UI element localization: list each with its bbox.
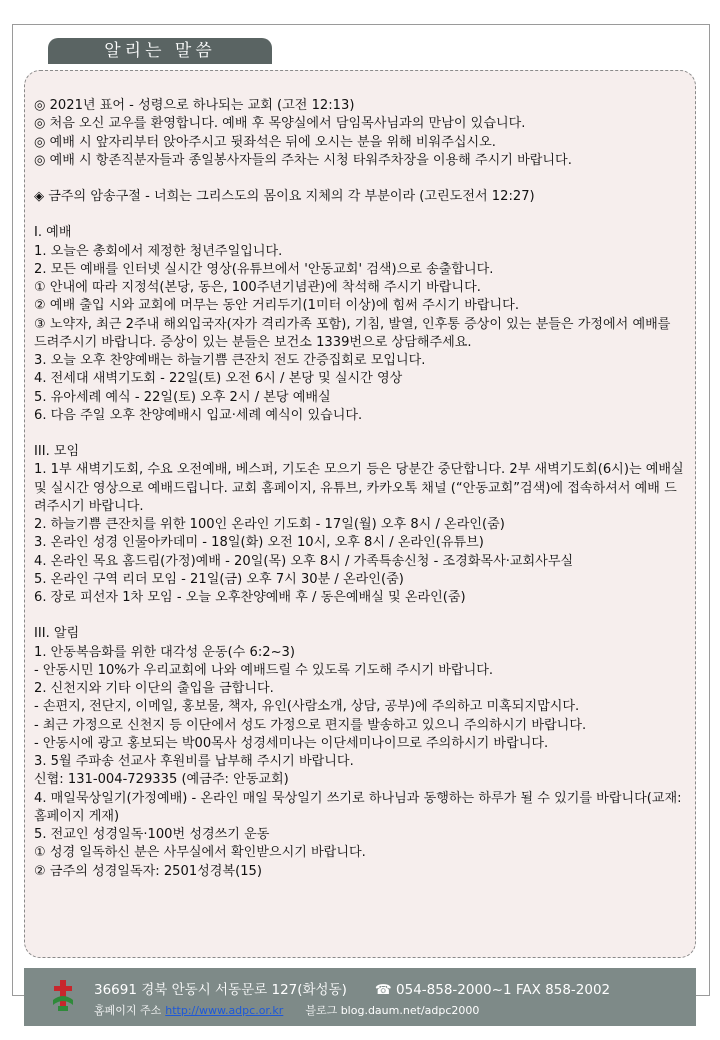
homepage-link[interactable]: http://www.adpc.or.kr — [165, 1004, 284, 1017]
footer-address: 36691 경북 안동시 서동문로 127(화성동) — [94, 982, 347, 998]
notice-item: 3. 5월 주파송 선교사 후원비를 납부해 주시기 바랍니다. — [34, 754, 354, 769]
worship-item: 6. 다음 주일 오후 찬양예배시 입교·세례 예식이 있습니다. — [34, 407, 363, 423]
notice-item: - 안동시민 10%가 우리교회에 나와 예배드릴 수 있도록 기도해 주시기 바랍니다. — [34, 662, 494, 678]
footer-contact — [94, 978, 610, 998]
notice-item: ① 성경 일독하신 분은 사무실에서 확인받으시기 바랍니다. — [34, 845, 366, 861]
homepage-label: 홈페이지 주소 — [94, 1004, 162, 1017]
notice-item: - 안동시에 광고 홍보되는 박00목사 성경세미나는 이단세미나이므로 주의하시기 바랍니다. — [34, 735, 549, 751]
church-cross-logo-icon — [52, 978, 74, 1012]
footer — [24, 968, 696, 1026]
meeting-item: 4. 온라인 목요 홈드림(가정)예배 - 20일(목) 오후 8시 / 가족특송신청 - 조경화목사·교회사무실 — [34, 553, 574, 569]
notice-item: - 손편지, 전단지, 이메일, 홍보물, 책자, 유인(사람소개, 상담, 공부)에 주의하고 미혹되지맙시다. — [34, 699, 580, 715]
intro-line: ◎ 2021년 표어 - 성령으로 하나되는 교회 (고전 12:13) — [34, 98, 355, 113]
notice-item: 2. 신천지와 기타 이단의 출입을 금합니다. — [34, 681, 274, 696]
worship-item: 1. 오늘은 총회에서 제정한 청년주일입니다. — [34, 243, 283, 259]
meeting-item: 3. 온라인 성경 인물아카데미 - 18일(화) 오전 10시, 오후 8시 / 온라인(유튜브) — [34, 535, 484, 551]
notice-item: 5. 전교인 성경일독·100번 성경쓰기 운동 — [34, 827, 270, 842]
worship-item: ② 예배 출입 시와 교회에 머무는 동안 거리두기(1미터 이상)에 힘써 주시기 바랍니다. — [34, 298, 519, 314]
worship-item: ③ 노약자, 최근 2주내 해외입국자(자가 격리가족 포함), 기침, 발열, 인후통 증상이 있는 분들은 가정에서 예배를 드려주시기 바랍니다. 증상이 있는 분들은 보건소 1339번으로 상담해주세요. — [34, 316, 671, 350]
worship-item: 3. 오늘 오후 찬양예배는 하늘기쁨 큰잔치 전도 간증집회로 모입니다. — [34, 353, 426, 368]
blog-address: 블로그 blog.daum.net/adpc2000 — [305, 1004, 480, 1017]
meeting-item: 2. 하늘기쁨 큰잔치를 위한 100인 온라인 기도회 - 17일(월) 오후 8시 / 온라인(줌) — [34, 517, 505, 532]
worship-item: 2. 모든 예배를 인터넷 실시간 영상(유튜브에서 '안동교회' 검색)으로 송출합니다. — [34, 261, 494, 277]
notice-item: ② 금주의 성경일독자: 2501성경복(15) — [34, 863, 262, 879]
announcement-content — [34, 97, 684, 881]
meeting-item: 1. 1부 새벽기도회, 수요 오전예배, 베스퍼, 기도손 모으기 등은 당분간 중단합니다. 2부 새벽기도회(6시)는 예배실 및 실시간 영상으로 예배드립니다. 교회 홈페이지, 유튜브, 카카오톡 채널 (“안동교회”검색)에 접속하셔서 예배 드려주시기 바랍니다. — [34, 462, 684, 514]
footer-links — [94, 1002, 479, 1018]
notice-item: 1. 안동복음화를 위한 대각성 운동(수 6:2~3) — [34, 644, 295, 660]
intro-line: ◎ 처음 오신 교우를 환영합니다. 예배 후 목양실에서 담임목사님과의 만남이 있습니다. — [34, 116, 526, 132]
section-heading-worship: I. 예배 — [34, 225, 72, 241]
meeting-item: 5. 온라인 구역 리더 모임 - 21일(금) 오후 7시 30분 / 온라인(줌) — [34, 571, 404, 587]
page-title: 알리는 말씀 — [48, 38, 272, 64]
notice-item: 4. 매일묵상일기(가정예배) - 온라인 매일 묵상일기 쓰기로 하나님과 동행하는 하루가 될 수 있기를 바랍니다(교재: 홈페이지 게재) — [34, 790, 682, 824]
section-heading-notice: III. 알림 — [34, 626, 80, 642]
worship-item: ① 안내에 따라 지정석(본당, 동은, 100주년기념관)에 착석해 주시기 바랍니다. — [34, 280, 481, 295]
worship-item: 4. 전세대 새벽기도회 - 22일(토) 오전 6시 / 본당 및 실시간 영상 — [34, 371, 403, 387]
memory-verse: ◈ 금주의 암송구절 - 너희는 그리스도의 몸이요 지체의 각 부분이라 (고린도전서 12:27) — [34, 189, 535, 204]
footer-phone: ☎ 054-858-2000~1 FAX 858-2002 — [374, 982, 611, 998]
meeting-item: 6. 장로 피선자 1차 모임 - 오늘 오후찬양예배 후 / 동은예배실 및 온라인(줌) — [34, 590, 466, 605]
intro-line: ◎ 예배 시 앞자리부터 앉아주시고 뒷좌석은 뒤에 오시는 분을 위해 비워주십시오. — [34, 134, 496, 150]
notice-item: 신협: 131-004-729335 (예금주: 안동교회) — [34, 772, 289, 788]
intro-line: ◎ 예배 시 항존직분자들과 종일봉사자들의 주차는 시청 타워주차장을 이용해 주시기 바랍니다. — [34, 152, 572, 168]
section-heading-meeting: III. 모임 — [34, 444, 80, 459]
notice-item: - 최근 가정으로 신천지 등 이단에서 성도 가정으로 편지를 발송하고 있으니 주의하시기 바랍니다. — [34, 717, 587, 733]
worship-item: 5. 유아세례 예식 - 22일(토) 오후 2시 / 본당 예배실 — [34, 389, 331, 405]
